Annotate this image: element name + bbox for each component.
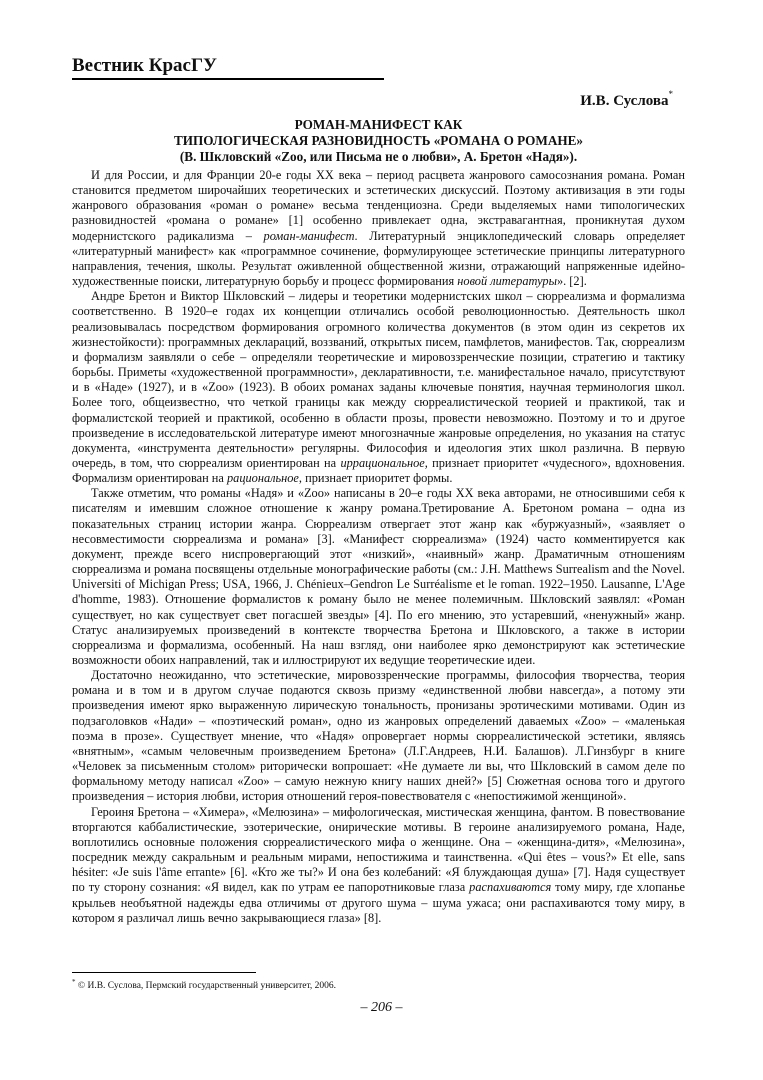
paragraph-2 <box>72 289 685 486</box>
footnote-divider <box>72 972 256 973</box>
p1-text-e: ». [2]. <box>556 274 587 289</box>
journal-title: Вестник КрасГУ <box>72 55 218 76</box>
title-line-2: ТИПОЛОГИЧЕСКАЯ РАЗНОВИДНОСТЬ «РОМАНА О РОМАНЕ» <box>173 133 583 148</box>
p5-emphasis-open: распахиваются <box>469 880 552 895</box>
author-name <box>580 91 673 110</box>
p5-text-a: Героиня Бретона – «Химера», «Мелюзина» – мифологическая, мистическая женщина, фантом. В повествование вторгаются каббалистические, эзотерические, онирические мотивы. В героине анализируемого романа, Наде, воплотились основные положения сюрреалистического мифа о женщине. Она – «женщина-дитя», «Мелюзина», посредник между сакральным и реальным мирами, непостижима и таинственна. «Qui êtes – vous?» Et elle, sans hésiter: «Je suis l'âme errante» [6]. «Кто же ты?» И она без колебаний: «Я блуждающая душа» [7]. Надя существует по ту сторону сознания: «Я видел, как по утрам ее папоротниковые глаза <box>72 804 685 895</box>
article-body <box>72 168 685 926</box>
author-footnote-marker[interactable]: * <box>668 89 673 99</box>
footnote <box>72 978 336 991</box>
footnote-text: © И.В. Суслова, Пермский государственный университет, 2006. <box>75 981 337 992</box>
p5-text-c: тому миру, где хлопанье крыльев необъятной надежды едва отличимы от другого шума – шума ужаса; они распахиваются тому миру, в котором я различал лишь вечно закрывающиеся глаза» [8]. <box>72 880 685 925</box>
p1-emphasis-new-literature: новой литературы <box>457 274 557 289</box>
page-number: – 206 – <box>360 1000 403 1015</box>
p2-emphasis-rational: рациональное <box>226 471 299 486</box>
author-name-text: И.В. Суслова <box>580 93 669 109</box>
p1-text-c: . Литературный энциклопедический словарь определяет «литературный манифест» как «программное сочинение, формулирующее эстетические принципы литературного направления, течения, школы. Результат оживленной общественной жизни, отражающий напряженные идейно-художественные поиски, литературную борьбу и процесс формирования <box>72 228 685 289</box>
p1-emphasis-roman-manifest: роман-манифест <box>263 228 355 243</box>
footnote-marker: * <box>72 978 76 986</box>
header-divider <box>72 78 384 80</box>
title-line-3: (В. Шкловский «Zoo, или Письма не о любви», А. Бретон «Надя»). <box>179 149 578 164</box>
paragraph-4: Достаточно неожиданно, что эстетические, мировоззренческие программы, философия творчества, теория романа и в том и в другом случае подаются сквозь призму «единственной любви навсегда», а потому эти произведения имеют ярко выраженную лирическую тональность, пронизаны эротическими мотивами. Один из подзаголовков «Нади» – «поэтический роман», одно из жанровых определений даваемых «Zoo» – «маленькая поэма в прозе». Существует мнение, что «Надя» опровергает нормы сюрреалистической эстетики, являясь «внятным», «самым человечным произведением Бретона» (Л.Г.Андреев, Н.И. Балашов). Л.Гинзбург в книге «Человек за письменным столом» риторически вопрошает: «Не думаете ли вы, что Шкловский в самом деле по формальному методу написал «Zoo» – самую нежную книгу наших дней?» [5] Сюжетная основа того и другого произведения – история любви, история отношений героя-повествователя с «непостижимой женщиной». <box>72 668 685 804</box>
paragraph-1 <box>72 168 685 289</box>
p2-text-e: , признает приоритет формы. <box>298 471 453 486</box>
p2-emphasis-irrational: иррациональное, <box>340 455 428 470</box>
p2-text-c: признает приоритет «чудесного», вдохновения. Формализм ориентирован на <box>72 455 685 486</box>
p2-text-a: Андре Бретон и Виктор Шкловский – лидеры и теоретики модернистских школ – сюрреализма и формализма соответственно. В 1920–е годах их концепции отличались особой революционностью. Деятельность школ реализовывалась посредством формирования огромного количества документов (в этом один из секретов их жизнестойкости): программных деклараций, воззваний, открытых писем, памфлетов, манифестов. Так, сюрреализм и формализм заявляли о себе – определяли теоретические и мировоззренческие позиции, стратегию и тактику борьбы. Приметы «художественной программности», декларативности, т.е. манифестальное начало, присутствуют и в «Наде» (1927), и в «Zoo» (1923). В обоих романах заданы ключевые понятия, научная терминология школ. Более того, общеизвестно, что четкой границы как между сюрреалистической теорией и практикой, так и формалистской теорией и практикой, особенно в области прозы, провести невозможно. Поэтому и то и другое произведение в исследовательской литературе имеют многозначные жанровые определения, но указания на статус документа, «инструмента деятельности» регулярны. Философия и идеология этих школ различна. В первую очередь, в том, что сюрреализм ориентирован на <box>72 289 685 470</box>
p1-text-a: И для России, и для Франции 20-е годы XX века – период расцвета жанрового самосознания романа. Роман становится предметом широчайших теоретических и эстетических дискуссий. Поэтому активизация в эти годы жанрового образования «роман о романе» весьма тенденциозна. Среди выделяемых нами типологических разновидностей «романа о романе» [1] особенно привлекает одна, экстравагантная, проникнутая духом модернистского радикализма – <box>72 168 685 243</box>
title-line-1: РОМАН-МАНИФЕСТ КАК <box>294 117 463 132</box>
article-title <box>72 117 685 165</box>
paragraph-5 <box>72 805 685 926</box>
paragraph-3: Также отметим, что романы «Надя» и «Zoo» написаны в 20–е годы XX века авторами, не относившими себя к писателям и имевшим сложное отношение к жанру романа.Третирование А. Бретоном романа – одна из показательных страниц истории жанра. Сюрреализм отвергает этот жанр как «буржуазный», «заявляет о несовместимости сюрреализма и романа» [3]. «Манифест сюрреализма» (1924) часто комментируется как документ, прежде всего ниспровергающий этот «низкий», «наивный» жанр. Драматичным отношениям сюрреализма и романа посвящены отдельные монографические работы (см.: J.H. Matthews Surrealism and the Novel. Universiti of Michigan Press; USA, 1966, J. Chénieux–Gendron Le Surréalisme et le roman. 1922–1950. Lausanne, L'Age d'homme, 1983). Отношение формалистов к роману было не менее полемичным. Шкловский заявлял: «Роман существует, но как существует свет погасшей звезды» [4]. По его мнению, это устаревший, «ненужный» жанр. Статус анализируемых произведений в контексте творчества Бретона и Шкловского, а также в истории сюрреализма и формализма, особенный. На наш взгляд, они наиболее ярко демонстрируют как эстетические возможности обоих направлений, так и иллюстрируют их ведущие теоретические идеи. <box>72 486 685 667</box>
